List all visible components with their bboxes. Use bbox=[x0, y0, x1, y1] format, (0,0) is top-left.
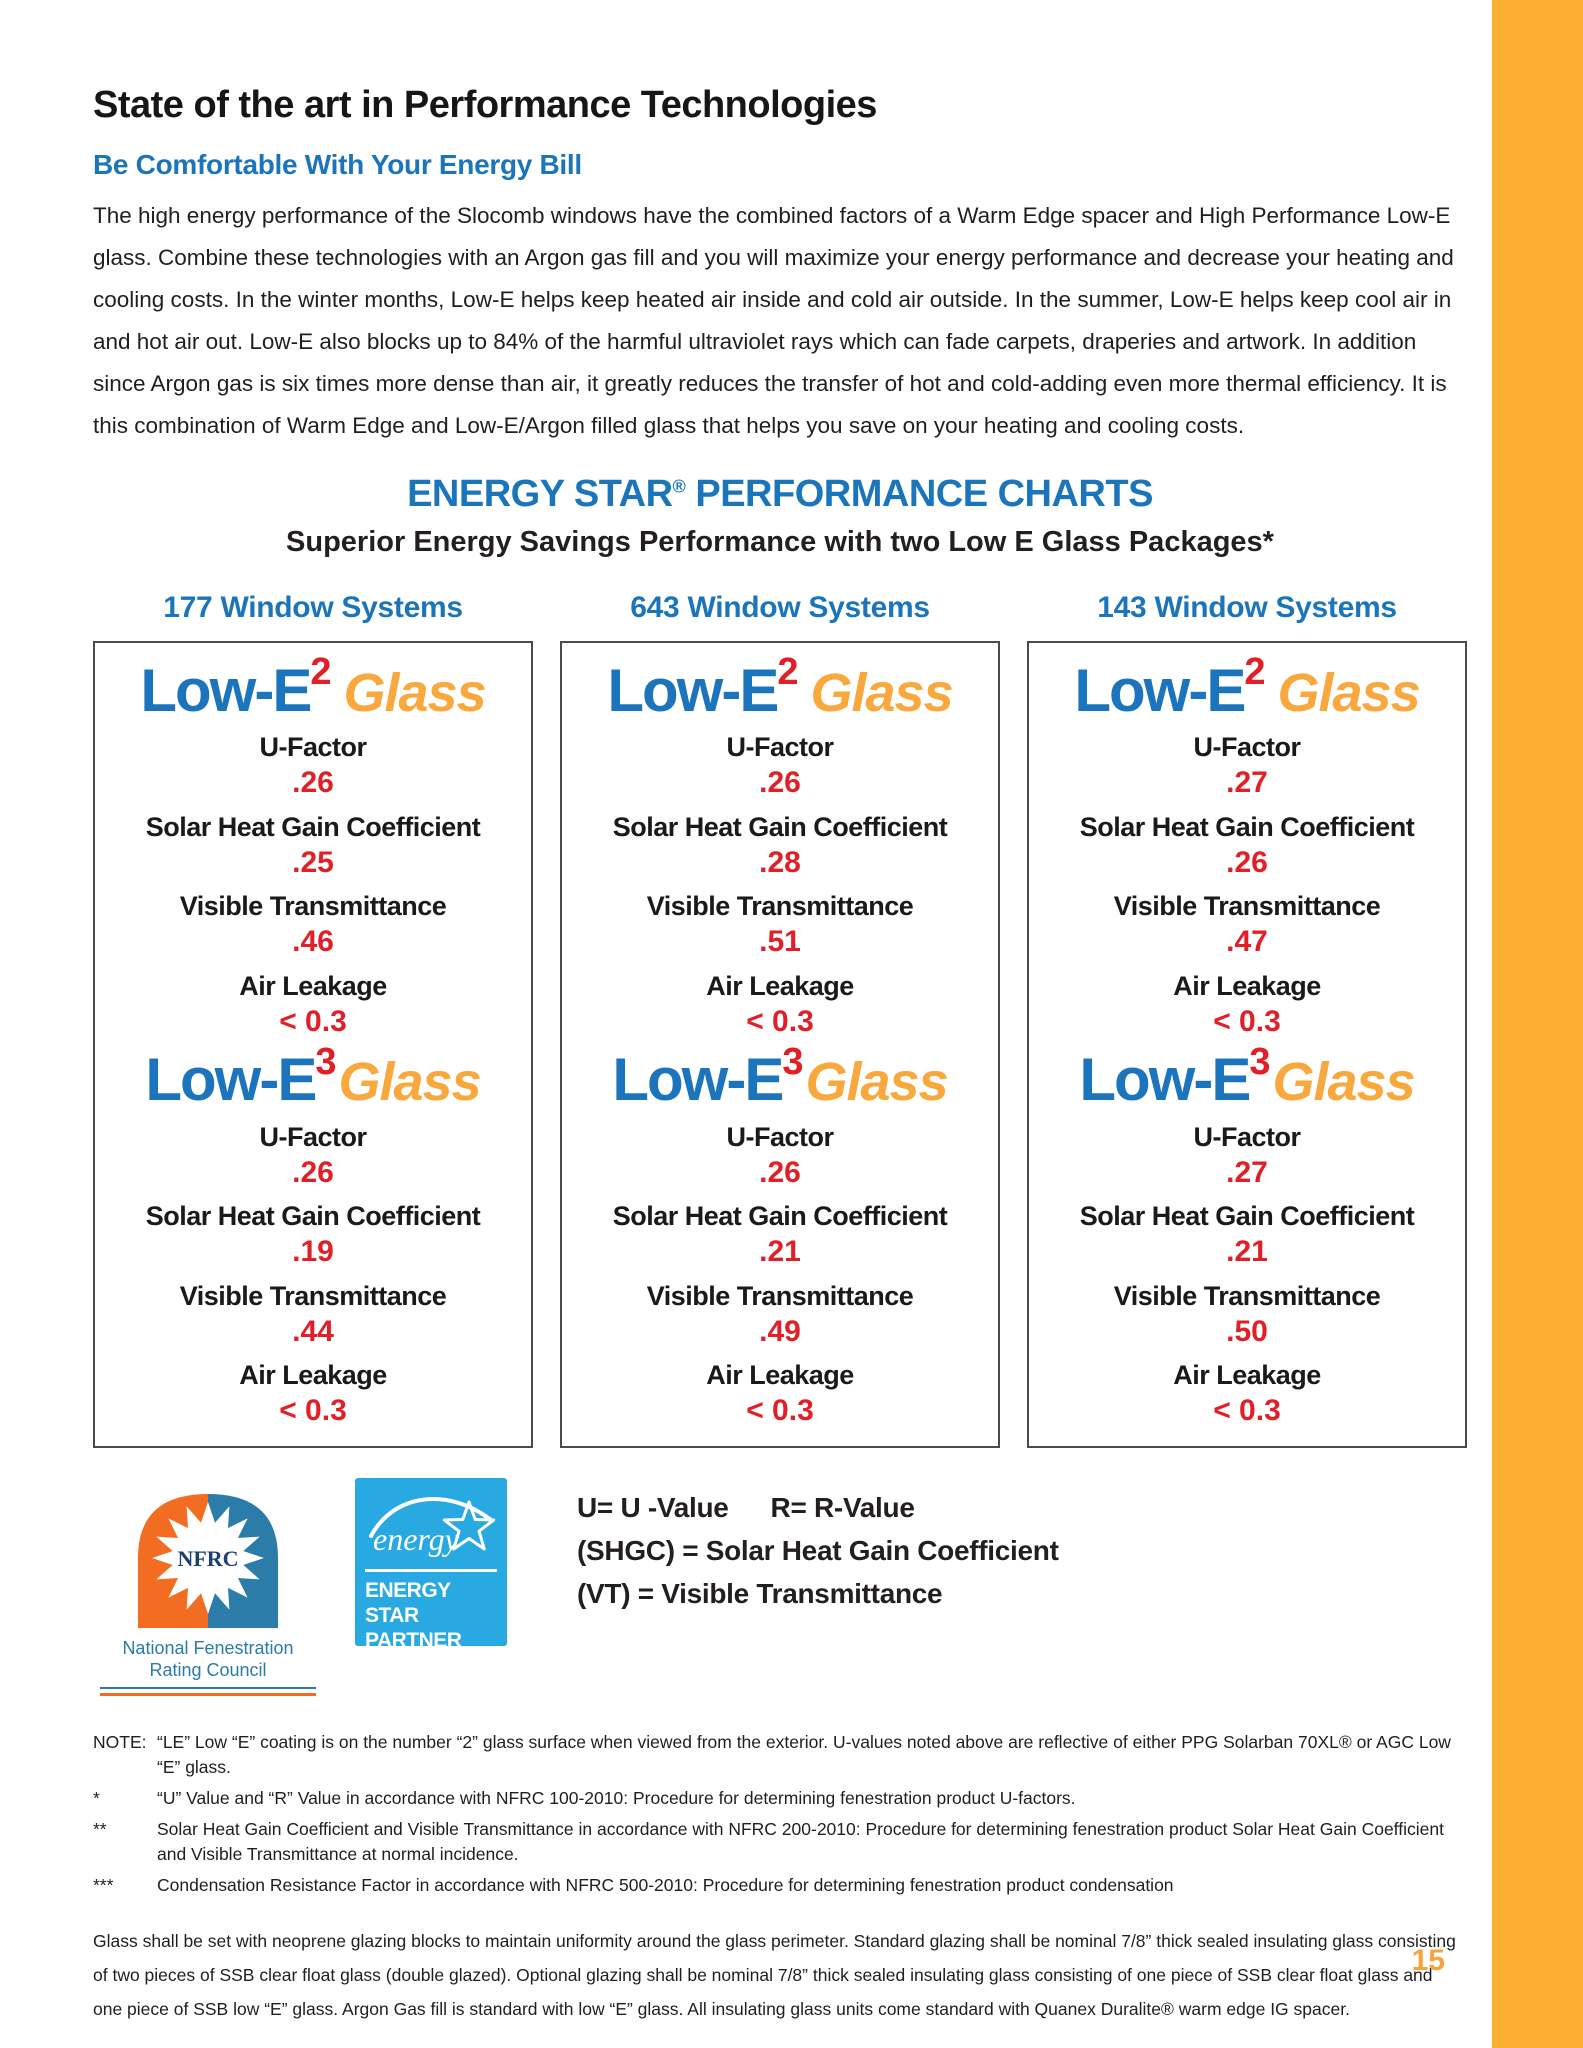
performance-charts-row bbox=[93, 641, 1467, 1448]
metric-air-leakage: Air Leakage < 0.3 bbox=[706, 970, 854, 1038]
metric-air-leakage: Air Leakage < 0.3 bbox=[1173, 1360, 1321, 1428]
charts-subtitle: Superior Energy Savings Performance with two Low E Glass Packages* bbox=[286, 526, 1274, 558]
legend-line-1: U= U -Value R= R-Value bbox=[577, 1492, 915, 1523]
metric-u-factor: U-Factor .26 bbox=[259, 1121, 367, 1189]
performance-chart-box-1 bbox=[93, 641, 533, 1448]
performance-chart-box-3 bbox=[1027, 641, 1467, 1448]
metric-air-leakage: Air Leakage < 0.3 bbox=[239, 1360, 387, 1428]
metric-air-leakage: Air Leakage < 0.3 bbox=[1173, 970, 1321, 1038]
glazing-spec-paragraph: Glass shall be set with neoprene glazing blocks to maintain uniformity around the glass perimeter. Standard glazing shall be nominal 7/8” thick sealed insulating glass consisting of two pieces of SSB clear float glass (double glazed). Optional glazing shall be nominal 7/8” thick sealed insulating glass consisting of one piece of SSB clear float glass and one piece of SSB low “E” glass. Argon Gas fill is standard with low “E” glass. All insulating glass units come standard with Quanex Duralite® warm edge IG spacer. bbox=[93, 1931, 1456, 2019]
energy-star-emblem-icon bbox=[365, 1484, 497, 1562]
metric-shgc: Solar Heat Gain Coefficient .21 bbox=[1079, 1201, 1415, 1269]
low-e3-glass-title: Low-$E^3Glass$ bbox=[145, 1040, 481, 1114]
metric-air-leakage: Air Leakage < 0.3 bbox=[239, 970, 387, 1038]
note-row: * “U” Value and “R” Value in accordance with NFRC 100-2010: Procedure for determining fenestration product U-factors. bbox=[93, 1788, 1076, 1808]
metric-shgc: Solar Heat Gain Coefficient .25 bbox=[145, 811, 481, 879]
registered-mark: ® bbox=[672, 476, 686, 497]
page-number: 15 bbox=[1411, 1944, 1445, 1977]
energy-star-partner-text: ENERGY STAR PARTNER bbox=[365, 1569, 497, 1653]
metric-visible-transmittance: Visible Transmittance .49 bbox=[646, 1280, 914, 1348]
page-title: State of the art in Performance Technologies bbox=[93, 84, 877, 126]
nfrc-blue-rule bbox=[100, 1687, 316, 1689]
low-e3-glass-title: Low-$E^3Glass$ bbox=[1079, 1040, 1415, 1114]
low-e2-glass-title: Low-$E^2$ Glass bbox=[607, 651, 953, 724]
legend-line-3: (VT) = Visible Transmittance bbox=[577, 1578, 943, 1609]
column-header-143: 143 Window Systems bbox=[1097, 591, 1397, 624]
nfrc-arch-icon bbox=[93, 1478, 323, 1630]
low-e2-glass-title: Low-$E^2$ Glass bbox=[1074, 651, 1420, 724]
nfrc-caption: National Fenestration Rating Council bbox=[122, 1638, 294, 1680]
note-row: *** Condensation Resistance Factor in accordance with NFRC 500-2010: Procedure for determining fenestration product condensation bbox=[93, 1875, 1174, 1895]
metric-shgc: Solar Heat Gain Coefficient .21 bbox=[612, 1201, 948, 1269]
column-header-177: 177 Window Systems bbox=[163, 591, 463, 624]
metric-visible-transmittance: Visible Transmittance .51 bbox=[646, 891, 914, 959]
metric-u-factor: U-Factor .26 bbox=[726, 732, 834, 800]
metric-visible-transmittance: Visible Transmittance .46 bbox=[179, 891, 447, 959]
energy-script: energy bbox=[373, 1521, 459, 1557]
metric-shgc: Solar Heat Gain Coefficient .26 bbox=[1079, 811, 1415, 879]
note-row: NOTE: “LE” Low “E” coating is on the number “2” glass surface when viewed from the exterior. U-values noted above are reflective of either PPG Solarban 70XL® or AGC Low “E” glass. bbox=[93, 1732, 1451, 1777]
nfrc-orange-rule bbox=[100, 1693, 316, 1696]
column-headers-row bbox=[93, 591, 1467, 625]
column-header-643: 643 Window Systems bbox=[630, 591, 930, 624]
footnotes bbox=[93, 1730, 1465, 1898]
charts-title: ENERGY STAR® PERFORMANCE CHARTS bbox=[407, 473, 1153, 515]
right-accent-stripe bbox=[1492, 0, 1583, 2048]
legend-line-2: (SHGC) = Solar Heat Gain Coefficient bbox=[577, 1535, 1059, 1566]
metric-u-factor: U-Factor .27 bbox=[1193, 732, 1301, 800]
metric-u-factor: U-Factor .26 bbox=[726, 1121, 834, 1189]
energy-star-logo bbox=[355, 1478, 507, 1652]
metric-visible-transmittance: Visible Transmittance .44 bbox=[179, 1280, 447, 1348]
metric-u-factor: U-Factor .27 bbox=[1193, 1121, 1301, 1189]
section-subtitle: Be Comfortable With Your Energy Bill bbox=[93, 149, 582, 180]
abbreviation-legend bbox=[577, 1478, 1059, 1615]
performance-chart-box-2 bbox=[560, 641, 1000, 1448]
low-e2-glass-title: Low-$E^2$ Glass bbox=[140, 651, 486, 724]
metric-air-leakage: Air Leakage < 0.3 bbox=[706, 1360, 854, 1428]
metric-shgc: Solar Heat Gain Coefficient .28 bbox=[612, 811, 948, 879]
metric-shgc: Solar Heat Gain Coefficient .19 bbox=[145, 1201, 481, 1269]
metric-visible-transmittance: Visible Transmittance .47 bbox=[1113, 891, 1381, 959]
certification-logos-row bbox=[93, 1478, 1467, 1696]
intro-paragraph: The high energy performance of the Slocomb windows have the combined factors of a Warm Edge spacer and High Performance Low-E glass. Combine these technologies with an Argon gas fill and you will maximize your energy performance and decrease your heating and cooling costs. In the winter months, Low-E helps keep heated air inside and cold air outside. In the summer, Low-E helps keep cool air in and hot air out. Low-E also blocks up to 84% of the harmful ultraviolet rays which can fade carpets, draperies and artwork. In addition since Argon gas is six times more dense than air, it greatly reduces the transfer of hot and cold-adding even more thermal efficiency. It is this combination of Warm Edge and Low-E/Argon filled glass that helps you save on your heating and cooling costs. bbox=[93, 203, 1454, 438]
metric-u-factor: U-Factor .26 bbox=[259, 732, 367, 800]
metric-visible-transmittance: Visible Transmittance .50 bbox=[1113, 1280, 1381, 1348]
nfrc-logo bbox=[93, 1478, 323, 1696]
note-row: ** Solar Heat Gain Coefficient and Visible Transmittance in accordance with NFRC 200-2010: Procedure for determining fenestration product Solar Heat Gain Coefficient and Visible Transmittance at normal incidence. bbox=[93, 1819, 1444, 1864]
low-e3-glass-title: Low-$E^3Glass$ bbox=[612, 1040, 948, 1114]
nfrc-acronym: NFRC bbox=[177, 1546, 239, 1571]
